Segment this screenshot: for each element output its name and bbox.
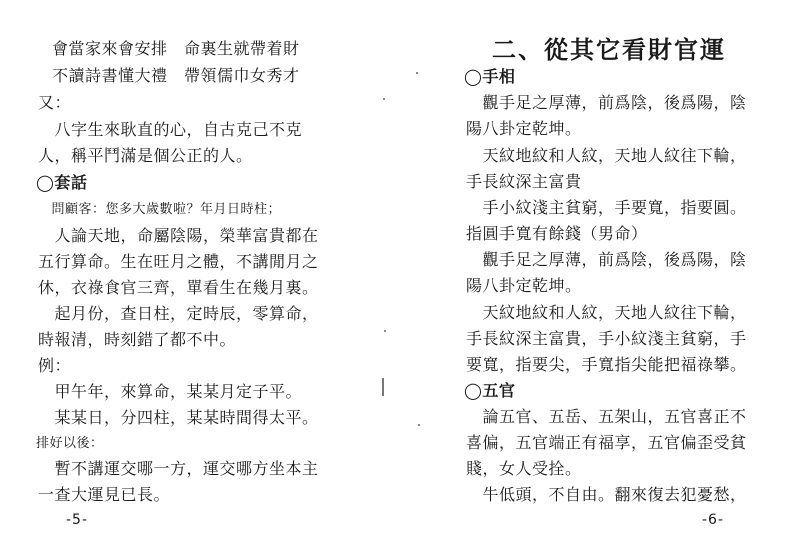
- text-line: 指圓手寬有餘錢（男命）: [466, 224, 648, 243]
- text-line: 觀手足之厚薄，前爲陰，後爲陽，陰: [466, 93, 747, 112]
- text-line: 觀手足之厚薄，前爲陰，後爲陽，陰: [466, 250, 747, 269]
- text-line: 暫不講運交哪一方，運交哪方坐本主: [38, 459, 319, 478]
- text-line: 手長紋深主富貴，手小紋淺主貧窮，手: [466, 329, 747, 348]
- text-line: 陽八卦定乾坤。: [466, 119, 582, 138]
- section-heading: ◯手相: [464, 67, 516, 86]
- text-line: 不讀詩書懂大禮 帶領儒巾女秀才: [52, 66, 300, 85]
- section-heading: ◯五官: [464, 381, 516, 400]
- text-line: 牛低頭，不自由。翻來復去犯憂愁，: [466, 485, 747, 504]
- text-line: 天紋地紋和人紋，天地人紋往下輪，: [466, 146, 747, 165]
- text-line: 五行算命。生在旺月之體，不講閒月之: [38, 252, 319, 271]
- text-line: 休，衣祿食官三齊，單看生在幾月裏。: [38, 278, 319, 297]
- text-line: 八字生來耿直的心，自古克己不克: [38, 120, 303, 139]
- text-line: 論五官、五岳、五架山，五官喜正不: [466, 407, 747, 426]
- text-line: 賤，女人受拴。: [466, 459, 582, 478]
- text-line: 時報清，時刻錯了都不中。: [38, 330, 237, 349]
- scan-mark: [382, 378, 384, 396]
- scan-speck: [416, 72, 418, 74]
- right-page: [396, 0, 793, 546]
- page-title: 二、從其它看財官運: [492, 35, 726, 64]
- text-line: 一查大運見已長。: [38, 485, 171, 504]
- text-line: 人，稱平鬥滿是個公正的人。: [38, 146, 253, 165]
- left-page: [0, 0, 396, 546]
- text-line: 陽八卦定乾坤。: [466, 276, 582, 295]
- text-line: 手小紋淺主貧窮，手要寬，指要圓。: [466, 198, 747, 217]
- scan-speck: [383, 98, 385, 100]
- text-line: 甲午年，來算命，某某月定子平。: [38, 382, 303, 401]
- text-line: 喜偏，五官端正有福享，五官偏歪受貧: [466, 433, 747, 452]
- page-number: -6-: [702, 512, 725, 528]
- text-line: 起月份，查日柱，定時辰，零算命，: [38, 304, 319, 323]
- text-line: 會當家來會安排 命裏生就帶着財: [52, 39, 300, 58]
- text-line: 手長紋深主富貴: [466, 172, 582, 191]
- text-line: 問顧客：您多大歲數啦？年月日時柱；: [38, 202, 282, 217]
- text-line: 某某日，分四柱，某某時間得太平。: [38, 408, 319, 427]
- text-line: 人論天地，命屬陰陽，榮華富貴都在: [38, 226, 319, 245]
- text-line: 排好以後：: [36, 436, 104, 451]
- text-line: 例：: [38, 356, 72, 375]
- scan-speck: [384, 330, 386, 332]
- text-line: 天紋地紋和人紋，天地人紋往下輪，: [466, 303, 747, 322]
- text-line: 又：: [38, 93, 72, 112]
- scan-speck: [418, 424, 420, 426]
- text-line: 要寬，指要尖，手寬指尖能把福祿攀。: [466, 355, 747, 374]
- page-number: -5-: [66, 512, 89, 528]
- section-heading: ◯套話: [36, 173, 88, 192]
